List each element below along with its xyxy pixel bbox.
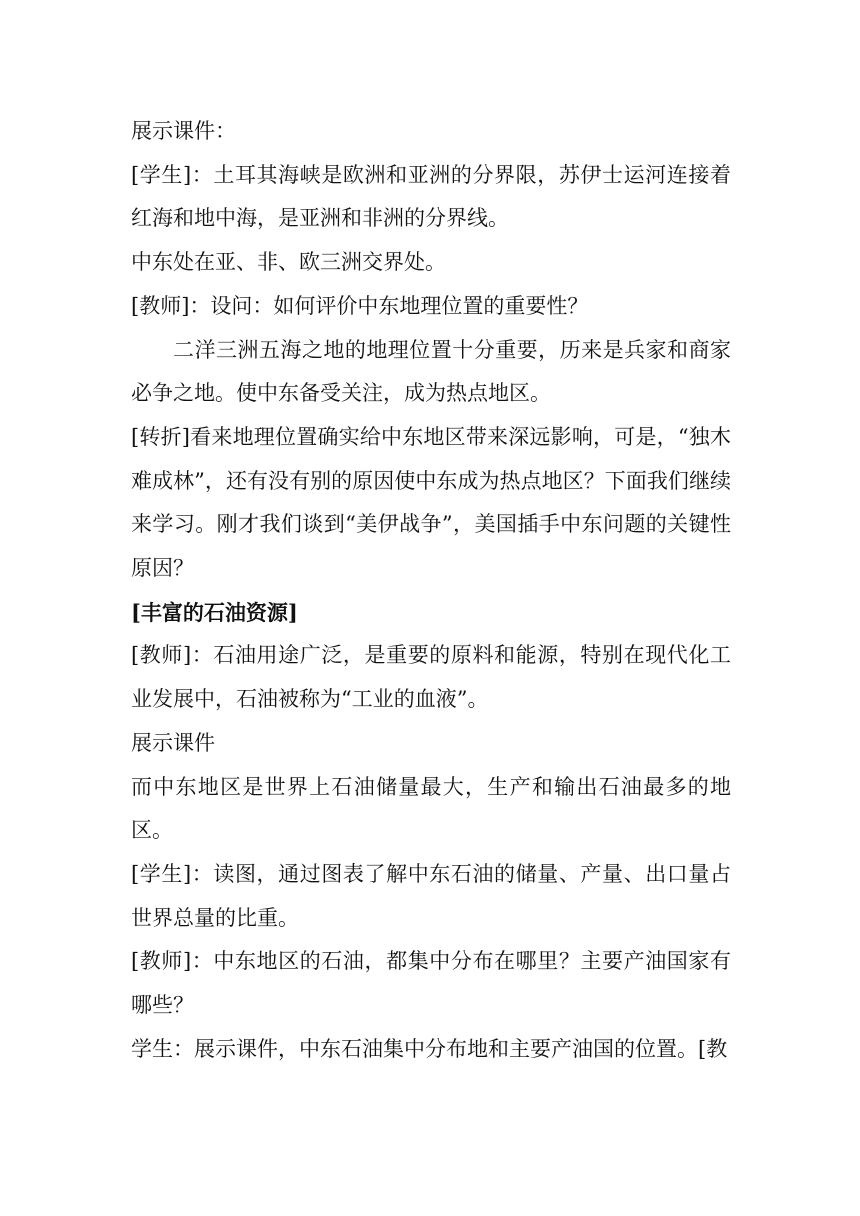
paragraph-student-show-courseware: 学生：展示课件，中东石油集中分布地和主要产油国的位置。[教: [131, 1036, 728, 1061]
paragraph-student-read-chart: [学生]：读图，通过图表了解中东石油的储量、产量、出口量占世界总量的比重。: [131, 861, 731, 930]
paragraph-courseware: 展示课件: [131, 730, 215, 755]
paragraph-teacher-question: [教师]：设问：如何评价中东地理位置的重要性？: [131, 293, 589, 318]
paragraph-courseware-intro: 展示课件：: [131, 119, 236, 143]
paragraph-teacher-oil-distribution: [教师]：中东地区的石油，都集中分布在哪里？主要产油国家有哪些？: [131, 949, 731, 1018]
paragraph-three-continents: 中东处在亚、非、欧三洲交界处。: [131, 250, 446, 275]
document-body: [131, 110, 731, 1071]
section-heading-oil-resources: [丰富的石油资源]: [131, 599, 298, 625]
paragraph-teacher-oil-uses: [教师]：石油用途广泛，是重要的原料和能源，特别在现代化工业发展中，石油被称为“工业的血液”。: [131, 643, 731, 712]
paragraph-transition: [转折]看来地理位置确实给中东地区带来深远影响，可是，“独木难成林”，还有没有别的原因使中东成为热点地区？下面我们继续来学习。刚才我们谈到“美伊战争”，美国插手中东问题的关键性原因？: [131, 424, 731, 581]
paragraph-oil-reserves: 而中东地区是世界上石油储量最大，生产和输出石油最多的地区。: [131, 774, 731, 843]
paragraph-student-straits: [学生]：土耳其海峡是欧洲和亚洲的分界限，苏伊士运河连接着红海和地中海，是亚洲和非洲的分界线。: [131, 162, 731, 231]
paragraph-location-importance: 二洋三洲五海之地的地理位置十分重要，历来是兵家和商家必争之地。使中东备受关注，成为热点地区。: [131, 337, 731, 406]
